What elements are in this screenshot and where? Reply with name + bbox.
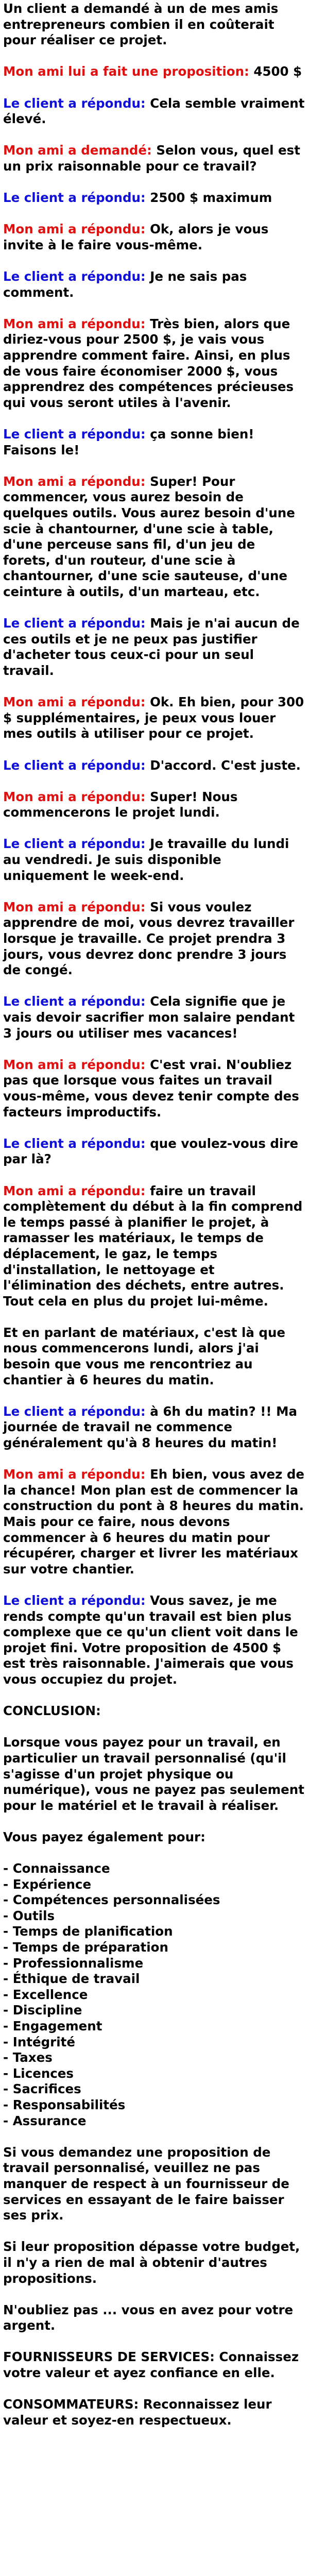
dialogue-line	[3, 316, 306, 411]
values-list-item: - Responsabilités	[3, 2097, 126, 2112]
values-list	[3, 1861, 306, 2129]
client-speaker-label: Le client a répondu:	[3, 836, 146, 852]
values-list-item: - Discipline	[3, 2003, 82, 2018]
values-list-item: - Expérience	[3, 1876, 92, 1892]
values-list-item: - Taxes	[3, 2050, 53, 2065]
dialogue-line	[3, 994, 306, 1041]
conclusion-paragraph-2: Vous payez également pour:	[3, 1829, 205, 1844]
dialogue-line	[3, 1325, 306, 1388]
conclusion-paragraph-3: Si vous demandez une proposition de travail personnalisé, veuillez ne pas manquer de respect à un fournisseur de services en essayant de le faire baisser ses prix.	[3, 2144, 289, 2223]
dialogue-text: Eh bien, vous avez de la chance! Mon plan est de commencer la construction du pont à 8 heures du matin. Mais pour ce faire, nous devons commencer à 6 heures du matin pour récupérer, charger et livrer les matériaux sur votre chantier.	[3, 1467, 305, 1577]
dialogue-text: Selon vous, quel est un prix raisonnable pour ce travail?	[3, 143, 300, 174]
dialogue-text: ça sonne bien! Faisons le!	[3, 427, 254, 457]
dialogue-line	[3, 96, 306, 127]
values-list-item: - Temps de planification	[3, 1924, 173, 1939]
dialogue-line	[3, 900, 306, 978]
dialogue-line	[3, 1183, 306, 1310]
dialogue-line	[3, 269, 306, 300]
values-list-item: - Licences	[3, 2065, 74, 2081]
dialogue-line	[3, 616, 306, 679]
dialogue-line	[3, 64, 306, 80]
values-list-item: - Engagement	[3, 2019, 102, 2033]
friend-speaker-label: Mon ami a répondu:	[3, 222, 146, 237]
friend-speaker-label: Mon ami a répondu:	[3, 1183, 146, 1198]
friend-speaker-label: Mon ami lui a fait une proposition:	[3, 64, 249, 79]
friend-speaker-label: Mon ami a répondu:	[3, 473, 146, 489]
dialogue-text: Mais je n'ai aucun de ces outils et je ne peux pas justifier d'acheter tous ceux-ci pour un seul travail.	[3, 616, 300, 678]
dialogue-line	[3, 789, 306, 821]
dialogue-line	[3, 427, 306, 458]
dialogue-line	[3, 836, 306, 884]
values-list-item: - Compétences personnalisées	[3, 1892, 220, 1908]
client-speaker-label: Le client a répondu:	[3, 269, 146, 284]
dialogue-text: Cela semble vraiment élevé.	[3, 95, 305, 127]
client-speaker-label: Le client a répondu:	[3, 994, 146, 1009]
service-providers-paragraph: FOURNISSEURS DE SERVICES: Connaissez votre valeur et ayez confiance en elle.	[3, 2349, 299, 2381]
dialogue-line	[3, 694, 306, 742]
dialogue-text: à 6h du matin? !! Ma journée de travail ne commence généralement qu'à 8 heures du matin!	[3, 1403, 297, 1451]
dialogue-text: Super! Nous commencerons le projet lundi.	[3, 789, 238, 820]
dialogue	[3, 64, 306, 1703]
dialogue-text: Cela signifie que je vais devoir sacrifier mon salaire pendant 3 jours ou utiliser mes vacances!	[3, 994, 295, 1041]
dialogue-line	[3, 222, 306, 253]
dialogue-text: 2500 $ maximum	[150, 190, 272, 206]
dialogue-line	[3, 143, 306, 174]
values-list-item: - Excellence	[3, 1987, 88, 2002]
values-list-item: - Professionnalisme	[3, 1955, 144, 1971]
client-speaker-label: Le client a répondu:	[3, 616, 146, 631]
dialogue-text: D'accord. C'est juste.	[150, 757, 301, 773]
friend-speaker-label: Mon ami a répondu:	[3, 899, 146, 914]
values-list-item: - Intégrité	[3, 2034, 75, 2049]
client-speaker-label: Le client a répondu:	[3, 1136, 146, 1151]
dialogue-text: Et en parlant de matériaux, c'est là que nous commencerons lundi, alors j'ai besoin que vous me rencontriez au chantier à 6 heures du matin.	[3, 1325, 286, 1387]
dialogue-text: faire un travail complètement du début à la fin comprend le temps passé à planifier le projet, à ramasser les matériaux, le temps de déplacement, le gaz, le temps d'installation, le nettoyage et l'élimination des déchets, entre autres. Tout cela en plus du projet lui-même.	[3, 1183, 303, 1309]
conclusion-paragraph-4: Si leur proposition dépasse votre budget, il n'y a rien de mal à obtenir d'autres propositions.	[3, 2239, 300, 2286]
values-list-item: - Éthique de travail	[3, 1971, 140, 1987]
dialogue-line	[3, 1057, 306, 1120]
dialogue-text: que voulez-vous dire par là?	[3, 1136, 299, 1167]
dialogue-text: Très bien, alors que diriez-vous pour 2500 $, je vais vous apprendre comment faire. Ainsi, en plus de vous faire économiser 2000 $, vous apprendrez des compétences précieuses qui vous seront utiles à l'avenir.	[3, 316, 294, 410]
client-speaker-label: Le client a répondu:	[3, 1592, 146, 1608]
dialogue-line	[3, 474, 306, 600]
client-speaker-label: Le client a répondu:	[3, 1403, 146, 1419]
conclusion-paragraph-1: Lorsque vous payez pour un travail, en particulier un travail personnalisé (qu'il s'agisse d'un projet physique ou numérique), vous ne payez pas seulement pour le matériel et le travail à réaliser.	[3, 1735, 304, 1813]
values-list-item: - Connaissance	[3, 1861, 110, 1876]
dialogue-text: Je ne sais pas comment.	[3, 269, 247, 300]
friend-speaker-label: Mon ami a répondu:	[3, 1057, 146, 1072]
dialogue-line	[3, 1404, 306, 1451]
values-list-item: - Temps de préparation	[3, 1940, 168, 1955]
dialogue-text: Ok, alors je vous invite à le faire vous-même.	[3, 222, 269, 252]
dialogue-text: C'est vrai. N'oubliez pas que lorsque vous faites un travail vous-même, vous devez tenir compte des facteurs improductifs.	[3, 1057, 299, 1120]
friend-speaker-label: Mon ami a répondu:	[3, 1467, 146, 1482]
client-speaker-label: Le client a répondu:	[3, 427, 146, 442]
dialogue-text: Si vous voulez apprendre de moi, vous devrez travailler lorsque je travaille. Ce projet prendra 3 jours, vous devrez donc prendre 3 jours de congé.	[3, 899, 295, 978]
dialogue-text: Je travaille du lundi au vendredi. Je suis disponible uniquement le week-end.	[3, 836, 289, 883]
consumers-paragraph: CONSOMMATEURS: Reconnaissez leur valeur et soyez-en respectueux.	[3, 2397, 272, 2428]
dialogue-line	[3, 1593, 306, 1688]
dialogue-text: Vous savez, je me rends compte qu'un travail est bien plus complexe que ce qu'un client voit dans le projet fini. Votre proposition de 4500 $ est très raisonnable. J'aimerais que vous vous occupiez du projet.	[3, 1592, 298, 1687]
values-list-item: - Outils	[3, 1908, 55, 1923]
client-speaker-label: Le client a répondu:	[3, 190, 146, 206]
client-speaker-label: Le client a répondu:	[3, 757, 146, 773]
values-list-item: - Assurance	[3, 2113, 87, 2128]
friend-speaker-label: Mon ami a répondu:	[3, 789, 146, 804]
dialogue-line	[3, 1467, 306, 1577]
friend-speaker-label: Mon ami a demandé:	[3, 143, 152, 158]
dialogue-line	[3, 758, 306, 774]
dialogue-text: Super! Pour commencer, vous aurez besoin de quelques outils. Vous aurez besoin d'une scie à chantourner, d'une scie à table, d'une perceuse sans fil, d'un jeu de forets, d'un routeur, d'une scie à chantourner, d'une scie sauteuse, d'une ceinture à outils, d'un marteau, etc.	[3, 473, 295, 599]
friend-speaker-label: Mon ami a répondu:	[3, 316, 146, 331]
intro-paragraph: Un client a demandé à un de mes amis entrepreneurs combien il en coûterait pour réaliser ce projet.	[3, 1, 279, 48]
friend-speaker-label: Mon ami a répondu:	[3, 694, 146, 710]
values-list-item: - Sacrifices	[3, 2081, 81, 2097]
client-speaker-label: Le client a répondu:	[3, 95, 146, 111]
dialogue-text: 4500 $	[253, 64, 302, 79]
dialogue-line	[3, 190, 306, 206]
conclusion-title: CONCLUSION:	[3, 1703, 101, 1719]
dialogue-line	[3, 1136, 306, 1167]
dialogue-text: Ok. Eh bien, pour 300 $ supplémentaires, je peux vous louer mes outils à utiliser pour ce projet.	[3, 694, 304, 741]
conclusion-paragraph-5: N'oubliez pas ... vous en avez pour votre argent.	[3, 2302, 294, 2333]
